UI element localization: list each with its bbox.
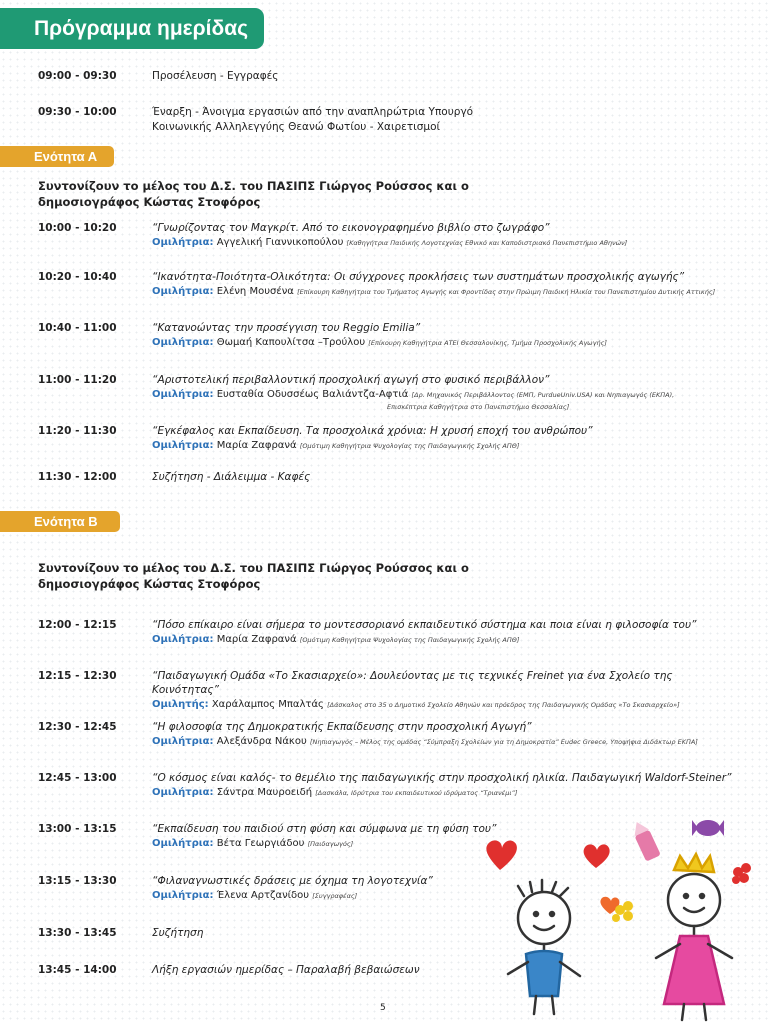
talk-title: “Πόσο επίκαιρο είναι σήμερα το μοντεσσοριανό εκπαιδευτικό σύστημα και ποια είναι η φιλοσοφία του” [152, 619, 697, 631]
talk-title: “Εκπαίδευση του παιδιού στη φύση και σύμφωνα με τη φύση του” [152, 823, 497, 835]
time-slot: 10:00 - 10:20 [38, 222, 117, 234]
time-slot: 12:30 - 12:45 [38, 721, 117, 733]
speaker-name: Χαράλαμπος Μπαλτάς [211, 699, 324, 710]
time-slot: 11:20 - 11:30 [38, 425, 117, 437]
speaker-name: Σάντρα Μαυροειδή [216, 787, 313, 798]
speaker-line [152, 285, 732, 299]
speaker-label: Ομιλητής: [152, 699, 209, 710]
heart-icon [486, 840, 517, 870]
time-slot: 13:45 - 14:00 [38, 964, 117, 976]
speaker-line [152, 786, 732, 800]
speaker-name: Έλενα Αρτζανίδου [216, 890, 310, 901]
talk-title: “Γνωρίζοντας τον Μαγκρίτ. Από το εικονογραφημένο βιβλίο στο ζωγράφο” [152, 222, 550, 234]
talk-title: “Φιλαναγνωστικές δράσεις με όχημα τη λογοτεχνία” [152, 875, 433, 887]
flower-icon [732, 863, 751, 884]
heart-icon [584, 844, 610, 868]
speaker-credentials: [Συγγραφέας] [312, 892, 358, 900]
speaker-name: Ευσταθία Οδυσσέως Βαλιάντζα-Αφτιά [216, 389, 409, 400]
talk-title: “Αριστοτελική περιβαλλοντική προσχολική αγωγή στο φυσικό περιβάλλον” [152, 374, 550, 386]
speaker-label: Ομιλήτρια: [152, 440, 214, 451]
speaker-label: Ομιλήτρια: [152, 237, 214, 248]
children-illustration [460, 808, 768, 1024]
speaker-label: Ομιλήτρια: [152, 838, 214, 849]
section-b-tab: Ενότητα Β [0, 511, 120, 532]
session-text: Συζήτηση - Διάλειμμα - Καφές [152, 471, 311, 483]
session-text: Λήξη εργασιών ημερίδας – Παραλαβή βεβαιώσεων [152, 964, 420, 976]
time-slot: 12:15 - 12:30 [38, 670, 117, 682]
girl-figure [656, 854, 732, 1020]
speaker-line [152, 698, 732, 712]
speaker-name: Αγγελική Γιαννικοπούλου [216, 237, 344, 248]
speaker-line [152, 735, 732, 749]
section-a-tab: Ενότητα Α [0, 146, 114, 167]
time-slot: 09:30 - 10:00 [38, 106, 117, 118]
page-number: 5 [380, 1003, 386, 1013]
speaker-credentials: [Επίκουρη Καθηγήτρια ΑΤΕΙ Θεσσαλονίκης, Τμήμα Προσχολικής Αγωγής] [368, 339, 607, 347]
speaker-credentials: [Επίκουρη Καθηγήτρια του Τμήματος Αγωγής και Φροντίδας στην Πρώιμη Παιδική Ηλικία του Πανεπιστημίου Δυτικής Αττικής] [297, 288, 716, 296]
boy-figure [508, 880, 580, 1014]
speaker-name: Θωμαή Καπουλίτσα –Τρούλου [216, 337, 366, 348]
speaker-credentials: [Ομότιμη Καθηγήτρια Ψυχολογίας της Παιδαγωγικής Σχολής ΑΠΘ] [299, 442, 520, 450]
speaker-label: Ομιλήτρια: [152, 389, 214, 400]
speaker-label: Ομιλήτρια: [152, 787, 214, 798]
time-slot: 12:45 - 13:00 [38, 772, 117, 784]
speaker-label: Ομιλήτρια: [152, 890, 214, 901]
talk-title: “Παιδαγωγική Ομάδα «Το Σκασιαρχείο»: Δουλεύοντας με τις τεχνικές Freinet για ένα Σχολείο της Κοινότητας” [152, 670, 673, 696]
time-slot: 10:40 - 11:00 [38, 322, 117, 334]
section-a-moderators: Συντονίζουν το μέλος του Δ.Σ. του ΠΑΣΙΠΣ Γιώργος Ρούσσος και ο δημοσιογράφος Κώστας Στοφόρος [38, 179, 469, 209]
speaker-line [152, 236, 732, 250]
speaker-name: Μαρία Ζαφρανά [216, 440, 297, 451]
time-slot: 11:00 - 11:20 [38, 374, 117, 386]
time-slot: 13:00 - 13:15 [38, 823, 117, 835]
talk-title: “Κατανοώντας την προσέγγιση του Reggio Emilia” [152, 322, 421, 334]
page-title: Πρόγραμμα ημερίδας [0, 8, 264, 49]
talk-title: “Η φιλοσοφία της Δημοκρατικής Εκπαίδευσης στην προσχολική Αγωγή” [152, 721, 532, 733]
speaker-name: Ελένη Μουσένα [216, 286, 294, 297]
time-slot: 12:00 - 12:15 [38, 619, 117, 631]
speaker-credentials: [Παιδαγωγός] [307, 840, 354, 848]
talk-title: “Ο κόσμος είναι καλός- το θεμέλιο της παιδαγωγικής στην προσχολική ηλικία. Παιδαγωγική Waldorf-Steiner” [152, 772, 732, 784]
talk-title: “Ικανότητα-Ποιότητα-Ολικότητα: Οι σύγχρονες προκλήσεις των συστημάτων προσχολικής αγωγής” [152, 271, 685, 283]
speaker-name: Μαρία Ζαφρανά [216, 634, 297, 645]
speaker-line [152, 336, 732, 350]
talk-title: “Εγκέφαλος και Εκπαίδευση. Τα προσχολικά χρόνια: Η χρυσή εποχή του ανθρώπου” [152, 425, 593, 437]
candy-icon [692, 820, 724, 836]
speaker-line [152, 439, 732, 453]
speaker-credentials: [Καθηγήτρια Παιδικής Λογοτεχνίας Εθνικό και Καποδιστριακό Πανεπιστήμιο Αθηνών] [346, 239, 628, 247]
speaker-label: Ομιλήτρια: [152, 286, 214, 297]
speaker-label: Ομιλήτρια: [152, 337, 214, 348]
speaker-credentials-continued: Επισκέπτρια Καθηγήτρια στο Πανεπιστήμιο Θεσσαλίας] [387, 403, 570, 411]
speaker-credentials: [Δασκάλα, Ιδρύτρια του εκπαιδευτικού ιδρύματος “Τριανέμι”] [315, 789, 518, 797]
speaker-label: Ομιλήτρια: [152, 736, 214, 747]
session-text: Συζήτηση [152, 927, 204, 939]
time-slot: 09:00 - 09:30 [38, 70, 117, 82]
speaker-line [152, 633, 732, 647]
speaker-credentials: [Ομότιμη Καθηγήτρια Ψυχολογίας της Παιδαγωγικής Σχολής ΑΠΘ] [299, 636, 520, 644]
section-b-moderators: Συντονίζουν το μέλος του Δ.Σ. του ΠΑΣΙΠΣ Γιώργος Ρούσσος και ο δημοσιογράφος Κώστας Στοφόρος [38, 561, 469, 591]
speaker-name: Αλεξάνδρα Νάκου [216, 736, 307, 747]
speaker-name: Βέτα Γεωργιάδου [216, 838, 305, 849]
time-slot: 10:20 - 10:40 [38, 271, 117, 283]
session-text: Προσέλευση - Εγγραφές [152, 70, 279, 82]
session-text: Έναρξη - Άνοιγμα εργασιών από την αναπληρώτρια Υπουργό Κοινωνικής Αλληλεγγύης Θεανώ Φωτίου - Χαιρετισμοί [152, 106, 474, 133]
speaker-credentials: [Δάσκαλος στο 35 ο Δημοτικό Σχολείο Αθηνών και πρόεδρος της Παιδαγωγικής Ομάδας «Το Σκασιαρχείο»] [327, 701, 680, 709]
speaker-credentials: [Νηπιαγωγός – Μέλος της ομάδας “Σύμπραξη Σχολείων για τη Δημοκρατία” Eudec Greece, Υποψήφια Διδάκτωρ ΕΚΠΑ] [309, 738, 698, 746]
speaker-line [152, 388, 732, 402]
speaker-label: Ομιλήτρια: [152, 634, 214, 645]
time-slot: 11:30 - 12:00 [38, 471, 117, 483]
time-slot: 13:30 - 13:45 [38, 927, 117, 939]
time-slot: 13:15 - 13:30 [38, 875, 117, 887]
crayon-icon [629, 819, 660, 862]
speaker-credentials: [Δρ. Μηχανικός Περιβάλλοντος (ΕΜΠ, PurdueUniv.USA) και Νηπιαγωγός (ΕΚΠΑ), [411, 391, 675, 399]
